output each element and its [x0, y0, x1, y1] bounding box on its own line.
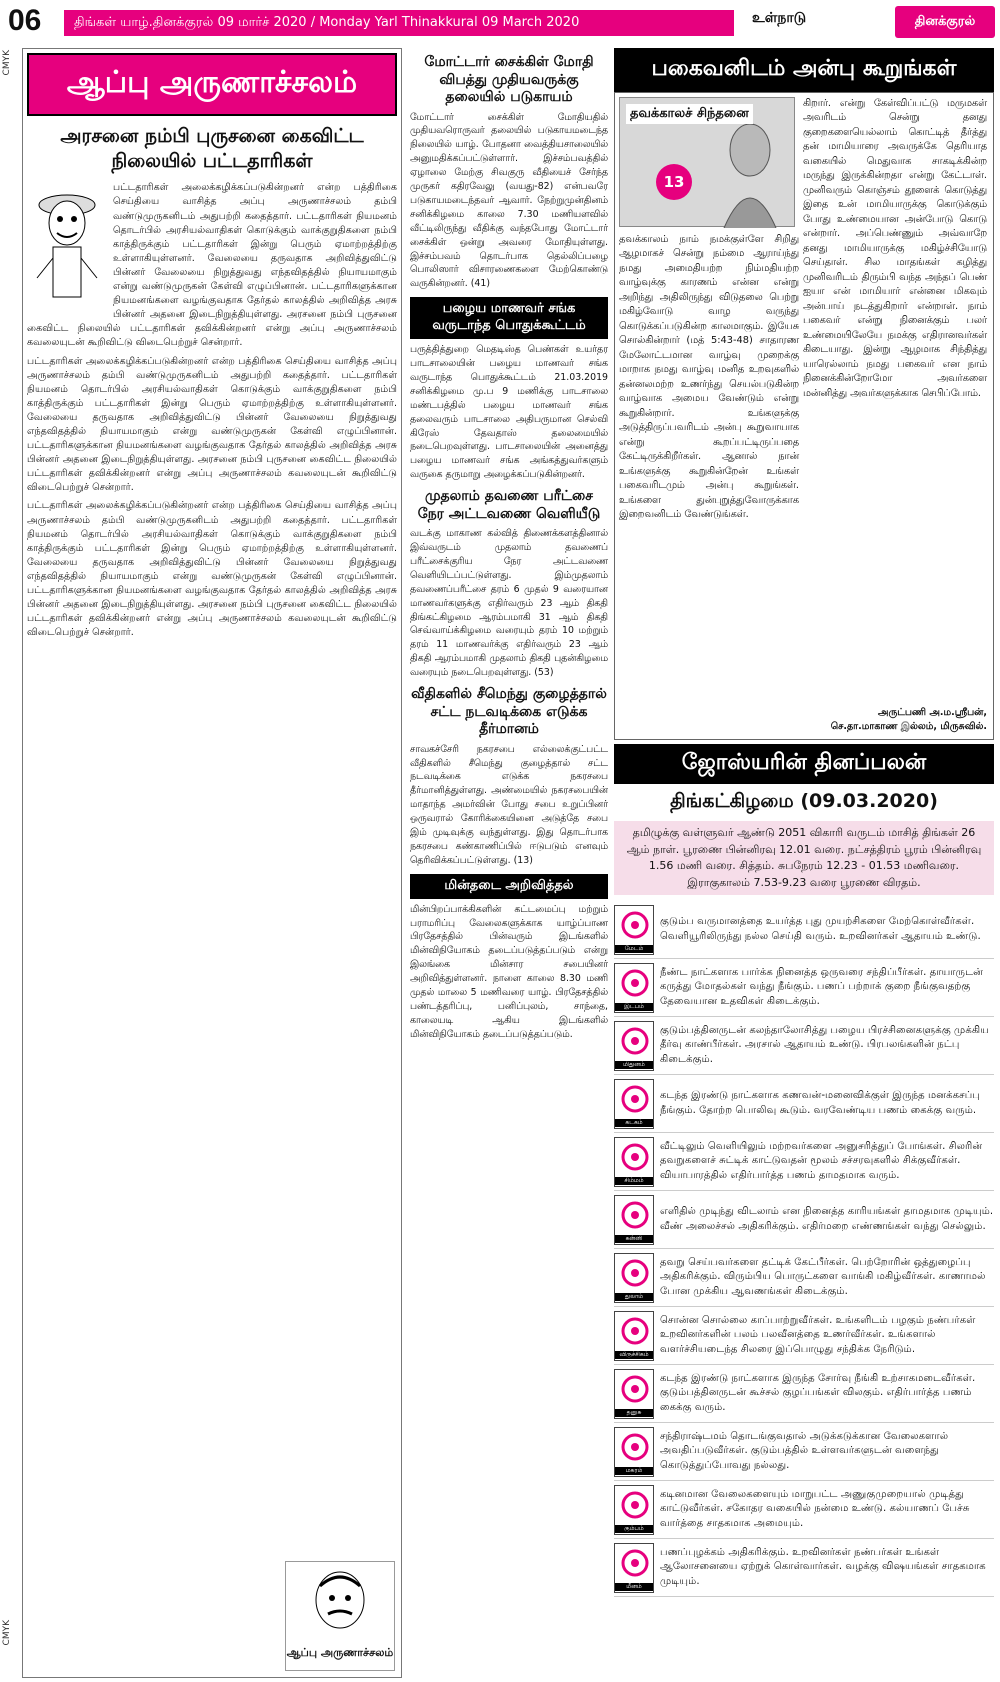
zodiac-name: தனுசு — [615, 1409, 653, 1417]
column-editorial — [22, 48, 402, 1678]
crab-icon — [614, 1079, 654, 1129]
zodiac-prediction: பணப்புழக்கம் அதிகரிக்கும். உறவினர்கள் நண்பர்கள் உங்கள் ஆலோசனையை ஏற்றுக் கொள்வார்கள். வழக்கு விஷயங்கள் சாதகமாக முடியும். — [660, 1546, 986, 1587]
zodiac-name: கடகம் — [615, 1119, 653, 1127]
zodiac-name: மேடம் — [615, 945, 653, 953]
column-news — [410, 48, 608, 1678]
zodiac-name: கும்பம் — [615, 1525, 653, 1533]
cmyk-mark-top: CMYK — [2, 50, 12, 76]
news-headline-1: மோட்டார் சைக்கிள் மோதி விபத்து முதியவருக்கு தலையில் படுகாயம் — [424, 54, 594, 105]
zodiac-list — [614, 901, 994, 1597]
zodiac-name: விருச்சிகம் — [615, 1351, 653, 1359]
zodiac-row — [614, 1017, 994, 1075]
goat-icon — [614, 1427, 654, 1477]
zodiac-name: மிதுனம் — [615, 1061, 653, 1069]
zodiac-prediction: கடந்த இரண்டு நாட்களாக இருந்த சோர்வு நீங்கி உற்சாகமடைவீர்கள். குடும்பத்தினருடன் கூச்சல் குழப்பங்கள் விலகும். எதிர்பார்த்த பணம் கைக்கு வரும். — [660, 1372, 976, 1413]
jesus-image — [619, 97, 795, 227]
scorpion-icon — [614, 1311, 654, 1361]
zodiac-row — [614, 1075, 994, 1133]
author-address: செ.தா.மாகாண இல்லம், மிருசுவில். — [830, 720, 987, 732]
zodiac-name: துலாம் — [615, 1293, 653, 1301]
zodiac-prediction: சந்திராஷ்டமம் தொடங்குவதால் அடுக்கடுக்கான வேலைகளால் அவதிப்படுவீர்கள். குடும்பத்தில் உள்ளவர்களுடன் வளைந்து கொடுத்துப்போவது நல்லது. — [660, 1430, 949, 1471]
zodiac-name: சிம்மம் — [615, 1177, 653, 1185]
almanac-info: தமிழுக்கு வள்ளுவர் ஆண்டு 2051 விகாரி வருடம் மாசித் திங்கள் 26 ஆம் நாள். பூரணை பின்னிரவு 12.01 வரை. நட்சத்திரம் பூரம் பின்னிரவு 1.56 மணி வரை. சித்தம். சுபநேரம் 12.23 - 01.53 மணிவரை. இராகுகாலம் 7.53-9.23 வரை பூரணை விரதம். — [614, 821, 994, 895]
archer-icon — [614, 1369, 654, 1419]
zodiac-row — [614, 1539, 994, 1597]
cartoon-caption: ஆப்பு அருணாச்சலம் — [286, 1646, 394, 1659]
column-banner: ஆப்பு அருணாச்சலம் — [27, 53, 397, 116]
masthead — [0, 0, 1000, 46]
zodiac-prediction: கடினமான வேலைகளையும் மாறுபட்ட அணுகுமுறையால் முடித்து காட்டுவீர்கள். சகோதர வகையில் நன்மை உண்டு. கல்யாணப் பேச்சு வார்த்தை சாதகமாக அமையும். — [660, 1488, 970, 1529]
thought-author — [831, 706, 987, 733]
news-headline-5: மின்தடை அறிவித்தல் — [410, 874, 608, 899]
author-name: அருட்பணி அ.ம.ஸ்ரீபன், — [877, 707, 987, 719]
thought-header: பகைவனிடம் அன்பு கூறுங்கள் — [614, 48, 994, 92]
zodiac-prediction: வீட்டிலும் வெளியிலும் மற்றவர்களை அனுசரித்துப் போங்கள். சிலரின் தவறுகளைச் சுட்டிக் காட்டுவதன் மூலம் சச்சரவுகளில் சிக்குவீர்கள். வியாபாரத்தில் எதிர்பார்த்த பணம் தாமதமாக வரும். — [660, 1140, 983, 1181]
astrology-header: ஜோஸ்யரின் தினப்பலன் — [614, 744, 994, 784]
lion-icon — [614, 1137, 654, 1187]
zodiac-row — [614, 1423, 994, 1481]
zodiac-name: மகரம் — [615, 1467, 653, 1475]
news-body-2: பருத்தித்துறை மெதடிஸ்த பெண்கள் உயர்தர பாடசாலையின் பழைய மாணவர் சங்க வருடாந்த பொதுக்கூட்டம் 21.03.2019 சனிக்கிழமை மு.ப 9 மணிக்கு பாடசாலை மண்டபத்தில் பழைய மாணவர் சங்க தலைவரும் பாடசாலை அதிபருமான செல்வி கிரேஸ் தேவதாஸ் தலைமையில் நடைபெறவுள்ளது. பாடசாலையின் அனைத்து பழைய மாணவர் சங்க அங்கத்துவர்களும் வருகை தருமாறு அழைக்கப்படுகின்றனர். — [410, 344, 608, 481]
zodiac-prediction: நீண்ட நாட்களாக பார்க்க நினைத்த ஒருவரை சந்திப்பீர்கள். தாயாருடன் கருத்து மோதல்கள் வந்து நீங்கும். பணப் பற்றாக் குறை நீங்குவதற்கு தேவையான உதவிகள் கிடைக்கும். — [660, 966, 984, 1007]
editorial-body: பட்டதாரிகள் அலைக்கழிக்கப்படுகின்றனர் என்ற பத்திரிகை செய்தியை வாசித்த அப்பு அருணாச்சலம் தம்பி வண்டுமுருகனிடம் அதுபற்றி கதைத்தார். பட்டதாரிகள் நியமனம் தொடர்பில் அரசியல்வாதிகள் கொடுக்கும் வாக்குறுதிகளை நம்பி காத்திருக்கும் பட்டதாரிகள் இன்று பெரும் ஏமாற்றத்திற்கு உள்ளாகியுள்ளனர். வேலையை தருவதாக அறிவித்துவிட்டு பின்னர் வேலையை நிறுத்துவது எந்தவிதத்தில் நியாயமாகும் என்று வண்டுமுருகன் கேள்வி எழுப்பினான். பட்டதாரிகளுக்கான நியமனங்களை வழங்குவதாக தேர்தல் காலத்தில் அறிவித்த அரசு பின்னர் அதனை இடைநிறுத்தியுள்ளது. அரசனை நம்பி புருசனை கைவிட்ட நிலையில் பட்டதாரிகள் தவிக்கின்றனர் என்று அப்பு அருணாச்சலம் கவலையுடன் கூறிவிட்டு விடைபெற்றுச் சென்றார். — [27, 182, 397, 349]
zodiac-row — [614, 1365, 994, 1423]
scales-icon — [614, 1253, 654, 1303]
cartoon-figure-icon — [27, 183, 107, 313]
newspaper-logo: தினக்குரல் — [895, 6, 995, 38]
bull-icon — [614, 963, 654, 1013]
section-label: உள்நாடு — [752, 10, 807, 26]
thought-body-right: கிறார். என்று கேள்விப்பட்டு மருமகள் அவரிடம் சென்று தனது குறைகளையெல்லாம் கொட்டித் தீர்த்து தன் மாமியாரை அவருக்கே தெரியாத வகையில் மெதுவாக சாகடிக்கின்ற மருந்து இருக்கின்றதா என்று கேட்டாள். முனிவரும் கொஞ்சம் தூளைக் கொடுத்து இதை உன் மாமியாருக்கு கொடுக்கும் போது உண்மையான அன்போடு கொடு என்றார். அப்பெண்ணும் அவ்வாறே தனது மாமியாருக்கு மகிழ்ச்சியோடு செய்தாள். சில மாதங்கள் கழித்து முனிவரிடம் திரும்பி வந்த அந்தப் பெண் ஐயா என் மாமியார் என்னை மிகவும் அன்பாய் நடத்துகிறார் என்றாள். நாம் பகைவர் என்று நினைக்கும் பலர் உண்மையிலேயே நமக்கு எதிரானவர்கள் கிடையாது. இன்று ஆழமாக சிந்தித்து யாரெல்லாம் நமது பகைவர் என நாம் நினைக்கின்றோமோ அவர்களை மன்னித்து அவர்களுக்காக செபிப்போம். — [803, 98, 987, 399]
thought-body-left: தவக்காலம் நாம் நமக்குள்ளே சிறிது ஆழமாகச் சென்று நம்மை ஆராய்ந்து நமது அமைதியற்ற நிம்மதியற்ற வாழ்வுக்கு காரணம் என்ன என்று அறிந்து அதிலிருந்து விடுதலை பெற்று மகிழ்வோடு வாழ வருந்து கொடுக்கப்படுகின்ற காலமாகும். இயேசு சொல்கின்றார் (மத் 5:43-48) சாதாரண மேலோட்டமான வாழ்வு முறைக்கு மாறாக நமது வாழ்வு மனித உறவுகளில் தன்னலமற்ற உணர்ந்து செயல்படுகின்ற வாழ்வாக அமைய வேண்டும் என்று கூறுகின்றார். உங்களுக்கு அடுத்திருப்பவரிடம் அன்பு கூறுவாயாக என்று கூறப்பட்டிருப்பதை கேட்டிருக்கிறீர்கள். ஆனால் நான் உங்களுக்கு கூறுகின்றேன் உங்கள் பகைவரிடமும் அன்பு கூறுங்கள். உங்களை துன்புறுத்துவோருக்காக இறைவனிடம் வேண்டுங்கள். — [619, 234, 799, 521]
page-number: 06 — [8, 4, 42, 37]
news-body-4: சாவகச்சேரி நகரசபை எல்லைக்குட்பட்ட வீதிகளில் சீமெந்து குழைத்தால் சட்ட நடவடிக்கை எடுக்க நகரசபை தீர்மானித்துள்ளது. அண்மையில் நகரசபையின் மாதாந்த அமர்வின் போது சபை உறுப்பினர் ஒருவரால் கோரிக்கையினை அடுத்தே சபை இம் முடிவுக்கு வந்துள்ளது. இது தொடர்பாக நகரசபை கண்காணிப்பில் ஈடுபடும் எனவும் தெரிவிக்கப்பட்டுள்ளது. (13) — [410, 743, 608, 866]
news-headline-3: முதலாம் தவணை பரீட்சை நேர அட்டவணை வெளியீடு — [417, 488, 601, 522]
editorial-headline: அரசனை நம்பி புருசனை கைவிட்ட நிலையில் பட்டதாரிகள் — [60, 125, 364, 172]
zodiac-name: கன்னி — [615, 1235, 653, 1243]
date-line: திங்கள் யாழ்.தினக்குரல் 09 மார்ச் 2020 / Monday Yarl Thinakkural 09 March 2020 — [64, 10, 734, 36]
cartoon-signature-box — [285, 1561, 395, 1671]
zodiac-prediction: தவறு செய்பவர்களை தட்டிக் கேட்பீர்கள். பெற்றோரின் ஒத்துழைப்பு அதிகரிக்கும். விரும்பிய பொருட்களை வாங்கி மகிழ்வீர்கள். காணாமல் போன முக்கிய ஆவணங்கள் கிடைக்கும். — [660, 1256, 986, 1297]
thought-article — [614, 92, 994, 740]
zodiac-row — [614, 1249, 994, 1307]
zodiac-name: இடபம் — [615, 1003, 653, 1011]
news-body-3: வடக்கு மாகாண கல்வித் திணைக்களத்தினால் இவ்வருடம் முதலாம் தவணைப் பரீட்சைக்குரிய நேர அட்டவணை வெளியிடப்பட்டுள்ளது. இம்முதலாம் தவணைப்பரீட்சை தரம் 6 முதல் 9 வரையான மாணவர்களுக்கு எதிர்வரும் 23 ஆம் திகதி திங்கட்கிழமை ஆரம்பமாகி 31 ஆம் திகதி செவ்வாய்க்கிழமை வரையும் தரம் 10 மற்றும் தரம் 11 மாணவர்க்கு எதிர்வரும் 23 ஆம் திகதி ஆரம்பமாகி முதலாம் திகதி புதன்கிழமை வரையும் நடைபெறவுள்ளது. (53) — [410, 528, 608, 679]
water-bearer-icon — [614, 1485, 654, 1535]
ram-icon — [614, 905, 654, 955]
zodiac-row — [614, 1133, 994, 1191]
thought-series-number: 13 — [656, 164, 692, 200]
zodiac-prediction: கடந்த இரண்டு நாட்களாக கணவன்-மனைவிக்குள் இருந்த மனக்கசப்பு நீங்கும். தோற்ற பொலிவு கூடும். வரவேண்டிய பணம் கைக்கு வரும். — [660, 1090, 980, 1116]
zodiac-row — [614, 1191, 994, 1249]
cartoon-face-icon — [286, 1562, 394, 1642]
thought-series-label: தவக்காலச் சிந்தனை — [626, 104, 753, 124]
news-headline-4: வீதிகளில் சீமெந்து குழைத்தால் சட்ட நடவடிக்கை எடுக்க தீர்மானம் — [411, 686, 607, 738]
editorial-body-continued-2: பட்டதாரிகள் அலைக்கழிக்கப்படுகின்றனர் என்ற பத்திரிகை செய்தியை வாசித்த அப்பு அருணாச்சலம் தம்பி வண்டுமுருகனிடம் அதுபற்றி கதைத்தார். பட்டதாரிகள் நியமனம் தொடர்பில் அரசியல்வாதிகள் கொடுக்கும் வாக்குறுதிகளை நம்பி காத்திருக்கும் பட்டதாரிகள் இன்று பெரும் ஏமாற்றத்திற்கு உள்ளாகியுள்ளனர். வேலையை தருவதாக அறிவித்துவிட்டு பின்னர் வேலையை நிறுத்துவது எந்தவிதத்தில் நியாயமாகும் என்று வண்டுமுருகன் கேள்வி எழுப்பினான். பட்டதாரிகளுக்கான நியமனங்களை வழங்குவதாக தேர்தல் காலத்தில் அறிவித்த அரசு பின்னர் அதனை இடைநிறுத்தியுள்ளது. அரசனை நம்பி புருசனை கைவிட்ட நிலையில் பட்டதாரிகள் தவிக்கின்றனர் என்று அப்பு அருணாச்சலம் கவலையுடன் கூறிவிட்டு விடைபெற்றுச் சென்றார். — [27, 500, 397, 639]
zodiac-prediction: குடும்பத்தினருடன் கலந்தாலோசித்து பழைய பிரச்சினைகளுக்கு முக்கிய தீர்வு காண்பீர்கள். அரசால் ஆதாயம் உண்டு. பிரபலங்களின் நட்பு கிடைக்கும். — [660, 1024, 989, 1065]
twins-icon — [614, 1021, 654, 1071]
zodiac-row — [614, 1481, 994, 1539]
news-body-5: மின்பிறப்பாக்கிகளின் கட்டமைப்பு மற்றும் பராமரிப்பு வேலைகளுக்காக யாழ்ப்பாண பிரதேசத்தில் பின்வரும் இடங்களில் மின்விநியோகம் தடைப்படுத்தப்படும் என்று இலங்கை மின்சார சபையினர் அறிவித்துள்ளனர். நாளை காலை 8.30 மணி முதல் மாலை 5 மணிவரை யாழ். பிரதேசத்தில் பண்டத்தரிப்பு, பனிப்புலம், சாந்தை, காலையடி ஆகிய இடங்களில் மின்விநியோகம் தடைப்படுத்தப்படும். — [410, 903, 608, 1040]
editorial-body-continued: பட்டதாரிகள் அலைக்கழிக்கப்படுகின்றனர் என்ற பத்திரிகை செய்தியை வாசித்த அப்பு அருணாச்சலம் தம்பி வண்டுமுருகனிடம் அதுபற்றி கதைத்தார். பட்டதாரிகள் நியமனம் தொடர்பில் அரசியல்வாதிகள் கொடுக்கும் வாக்குறுதிகளை நம்பி காத்திருக்கும் பட்டதாரிகள் இன்று பெரும் ஏமாற்றத்திற்கு உள்ளாகியுள்ளனர். வேலையை தருவதாக அறிவித்துவிட்டு பின்னர் வேலையை நிறுத்துவது எந்தவிதத்தில் நியாயமாகும் என்று வண்டுமுருகன் கேள்வி எழுப்பினான். பட்டதாரிகளுக்கான நியமனங்களை வழங்குவதாக தேர்தல் காலத்தில் அறிவித்த அரசு பின்னர் அதனை இடைநிறுத்தியுள்ளது. அரசனை நம்பி புருசனை கைவிட்ட நிலையில் பட்டதாரிகள் தவிக்கின்றனர் என்று அப்பு அருணாச்சலம் கவலையுடன் கூறிவிட்டு விடைபெற்றுச் சென்றார். — [27, 355, 397, 494]
astrology-date: திங்கட்கிழமை (09.03.2020) — [670, 790, 938, 812]
column-right — [614, 48, 994, 1678]
zodiac-prediction: எளிதில் முடிந்து விடலாம் என நினைத்த காரியங்கள் தாமதமாக முடியும். வீண் அலைச்சல் அதிகரிக்கும். எதிர்மறை எண்ணங்கள் வந்து செல்லும். — [660, 1206, 994, 1232]
zodiac-row — [614, 959, 994, 1017]
news-body-1: மோட்டார் சைக்கிள் மோதியதில் முதியவரொருவர் தலையில் படுகாயமடைந்த நிலையில் யாழ். போதனா வைத்தியசாலையில் அனுமதிக்கப்பட்டுள்ளார். இச்சம்பவத்தில் ஏழாலை மேற்கு சிவகுரு வீதியைச் சேர்ந்த முருகர் கதிரவேலு (வயது-82) என்பவரே படுகாயமடைந்தவர் ஆவார். நேற்றுமுன்தினம் சனிக்கிழமை காலை 7.30 மணியளவில் வீட்டிலிருந்து வீதிக்கு வந்தபோது மோட்டார் சைக்கிள் ஒன்று அவரை மோதியுள்ளது. இச்சம்பவம் தொடர்பாக தெல்லிப்பழை பொலிஸார் விசாரணைகளை மேற்கொண்டு வருகின்றனர். (41) — [410, 111, 608, 290]
virgo-icon — [614, 1195, 654, 1245]
zodiac-row — [614, 1307, 994, 1365]
zodiac-prediction: குடும்ப வருமானத்தை உயர்த்த புது முயற்சிகளை மேற்கொள்வீர்கள். வெளியூரிலிருந்து நல்ல செய்தி வரும். உறவினர்கள் ஆதாயம் உண்டு. — [660, 916, 981, 942]
zodiac-prediction: சொன்ன சொல்லை காப்பாற்றுவீர்கள். உங்களிடம் பழகும் நண்பர்கள் உறவினர்களின் பலம் பலவீனத்தை உணர்வீர்கள். உங்களால் வளர்ச்சியடைந்த சிலரை இப்பொழுது சந்திக்க நேரிடும். — [660, 1314, 976, 1355]
cmyk-mark-bottom: CMYK — [2, 1620, 12, 1646]
fish-icon — [614, 1543, 654, 1593]
news-headline-2: பழைய மாணவர் சங்க வருடாந்த பொதுக்கூட்டம் — [410, 297, 608, 339]
zodiac-name: மீனம் — [615, 1583, 653, 1591]
zodiac-row — [614, 901, 994, 959]
